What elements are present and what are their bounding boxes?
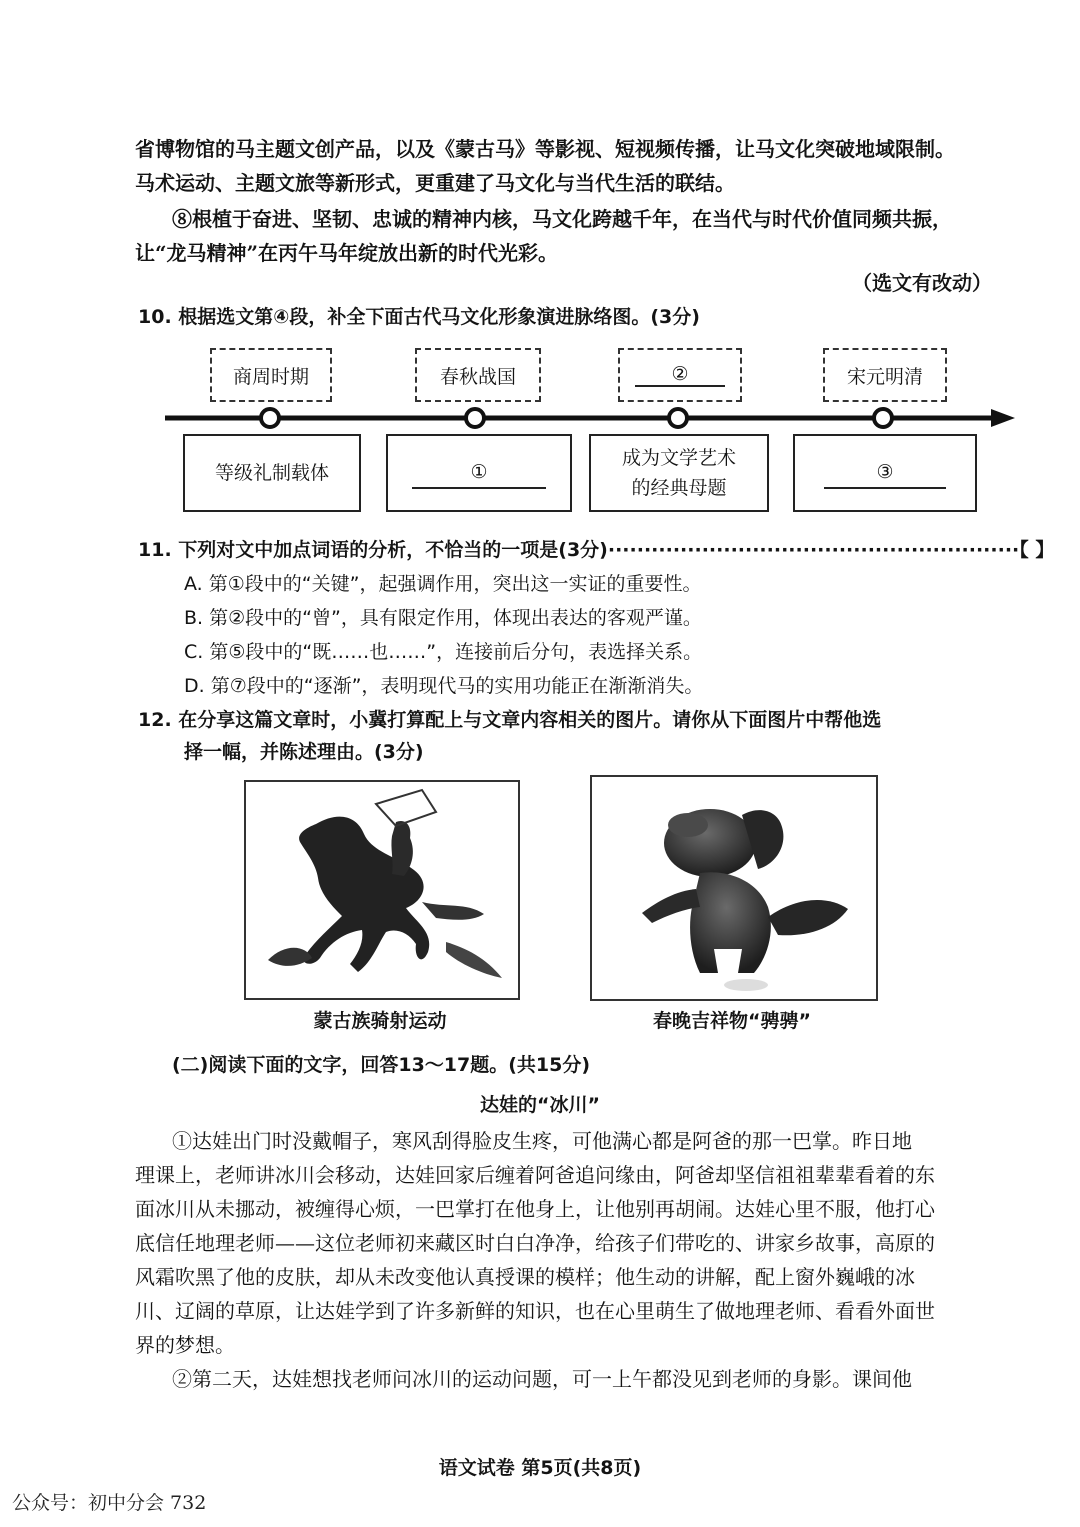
card-dengji <box>183 434 361 512</box>
q11-option-b[interactable]: B. 第②段中的“曾”，具有限定作用，体现出表达的客观严谨。 <box>184 607 702 629</box>
card-literature <box>589 434 769 512</box>
q11-option-d[interactable]: D. 第⑦段中的“逐渐”，表明现代马的实用功能正在渐渐消失。 <box>184 675 704 697</box>
blank-1: ① <box>412 457 545 489</box>
timeline-arrow <box>165 406 1015 430</box>
period-label: 商周时期 <box>232 365 309 388</box>
story-line-7: 界的梦想。 <box>135 1333 235 1357</box>
story-line-2: 理课上，老师讲冰川会移动，达娃回家后缠着阿爸追问缘由，阿爸却坚信祖祖辈辈看着的东 <box>135 1163 935 1187</box>
blank-3: ③ <box>824 457 945 489</box>
period-box-blank-2[interactable] <box>618 348 742 402</box>
source-note: （选文有改动） <box>852 271 992 295</box>
period-box-shangzhou <box>210 348 332 402</box>
image-mascot[interactable] <box>590 775 878 1001</box>
timeline-node <box>466 409 484 427</box>
blank-2: ② <box>635 363 724 387</box>
card-label-line-1: 成为文学艺术 <box>621 447 736 469</box>
passage-line-2: 马术运动、主题文旅等新形式，更重建了马文化与当代生活的联结。 <box>135 171 735 195</box>
timeline-node <box>874 409 892 427</box>
card-blank-1[interactable] <box>386 434 572 512</box>
card-label: 等级礼制载体 <box>214 462 329 484</box>
story-line-1: ①达娃出门时没戴帽子，寒风刮得脸皮生疼，可他满心都是阿爸的那一巴掌。昨日地 <box>172 1129 912 1153</box>
caption-horse-archer: 蒙古族骑射运动 <box>313 1010 447 1032</box>
story-line-6: 川、辽阔的草原，让达娃学到了许多新鲜的知识，也在心里萌生了做地理老师、看看外面世 <box>135 1299 935 1323</box>
watermark: 公众号：初中分会 732 <box>12 1492 207 1514</box>
period-label: 宋元明清 <box>846 365 923 388</box>
passage-line-4: 让“龙马精神”在丙午马年绽放出新的时代光彩。 <box>135 241 559 265</box>
timeline-arrowhead <box>991 409 1015 427</box>
passage-line-3: ⑧根植于奋进、坚韧、忠诚的精神内核，马文化跨越千年，在当代与时代价值同频共振， <box>172 207 952 231</box>
card-label-line-2: 的经典母题 <box>631 477 727 499</box>
passage-line-1: 省博物馆的马主题文创产品，以及《蒙古马》等影视、短视频传播，让马文化突破地域限制。 <box>135 137 955 161</box>
story-line-5: 风霜吹黑了他的皮肤，却从未改变他认真授课的模样；他生动的讲解，配上窗外巍峨的冰 <box>135 1265 915 1289</box>
period-box-songyuan <box>823 348 947 402</box>
horse-archer-silhouette <box>246 782 518 998</box>
story-line-8: ②第二天，达娃想找老师问冰川的运动问题，可一上午都没见到老师的身影。课间他 <box>172 1367 912 1391</box>
q10-stem: 10. 根据选文第④段，补全下面古代马文化形象演进脉络图。(3分) <box>138 306 700 328</box>
q11-stem: 11. 下列对文中加点词语的分析，不恰当的一项是(3分)·························································【 】 <box>138 539 1055 561</box>
image-horse-archer[interactable] <box>244 780 520 1000</box>
q11-option-a[interactable]: A. 第①段中的“关键”，起强调作用，突出这一实证的重要性。 <box>184 573 702 595</box>
section2-heading: (二)阅读下面的文字，回答13～17题。(共15分) <box>172 1054 591 1076</box>
caption-mascot: 春晚吉祥物“骋骋” <box>653 1010 811 1032</box>
story-title: 达娃的“冰川” <box>480 1094 600 1116</box>
q11-option-c[interactable]: C. 第⑤段中的“既……也……”，连接前后分句，表选择关系。 <box>184 641 703 663</box>
page-footer: 语文试卷 第5页(共8页) <box>438 1457 642 1479</box>
story-line-4: 底信任地理老师——这位老师初来藏区时白白净净，给孩子们带吃的、讲家乡故事，高原的 <box>135 1231 935 1255</box>
period-label: 春秋战国 <box>439 365 516 388</box>
card-blank-3[interactable] <box>793 434 977 512</box>
story-line-3: 面冰川从未挪动，被缠得心烦，一巴掌打在他身上，让他别再胡闹。达娃心里不服，他打心 <box>135 1197 935 1221</box>
timeline-node <box>669 409 687 427</box>
timeline-node <box>261 409 279 427</box>
q12-stem-line-1: 12. 在分享这篇文章时，小冀打算配上与文章内容相关的图片。请你从下面图片中帮他选 <box>138 709 882 731</box>
q12-stem-line-2: 择一幅，并陈述理由。(3分) <box>184 741 424 763</box>
period-box-chunqiu <box>415 348 541 402</box>
mascot-silhouette <box>592 777 876 999</box>
